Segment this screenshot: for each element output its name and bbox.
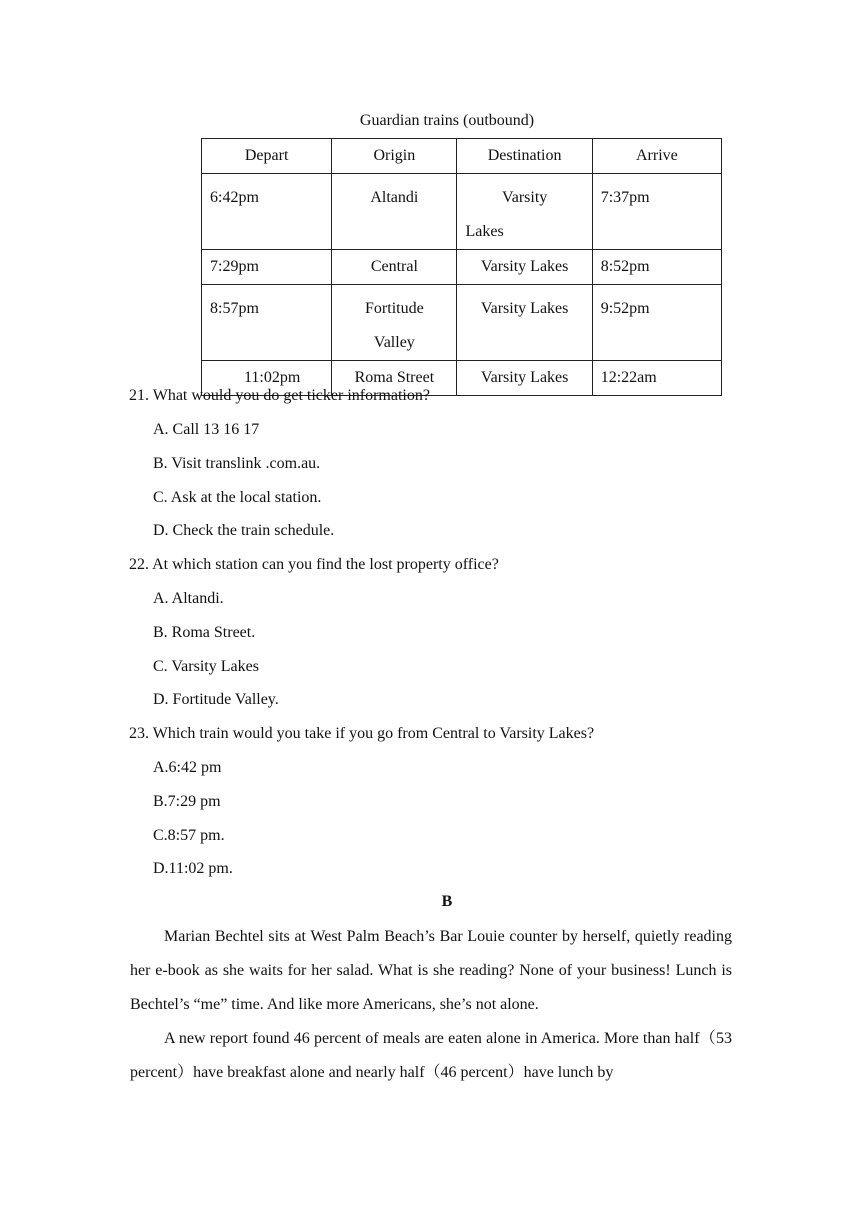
table-row	[202, 174, 722, 250]
header-arrive: Arrive	[592, 139, 721, 174]
table-header-row	[202, 139, 722, 174]
cell-origin: Altandi	[332, 174, 457, 250]
question-21-option-d: D. Check the train schedule.	[153, 522, 335, 539]
question-23-option-a: A.6:42 pm	[153, 759, 222, 776]
cell-origin: Central	[332, 250, 457, 285]
header-destination: Destination	[457, 139, 592, 174]
table-caption: Guardian trains (outbound)	[359, 112, 535, 129]
cell-destination-line2: Lakes	[465, 223, 504, 240]
cell-depart: 6:42pm	[202, 174, 332, 250]
question-21-option-a: A. Call 13 16 17	[153, 421, 260, 438]
question-23-option-d: D.11:02 pm.	[153, 860, 233, 877]
question-23-option-c: C.8:57 pm.	[153, 827, 225, 844]
question-22-option-c: C. Varsity Lakes	[153, 658, 259, 675]
question-21: 21. What would you do get ticker information?	[129, 387, 430, 404]
cell-destination-line1: Varsity	[501, 189, 548, 206]
question-21-option-b: B. Visit translink .com.au.	[153, 455, 321, 472]
table-row	[202, 250, 722, 285]
cell-destination: Varsity Lakes	[457, 285, 592, 361]
cell-arrive: 7:37pm	[592, 174, 721, 250]
cell-origin	[332, 285, 457, 361]
cell-origin-line1: Fortitude	[365, 300, 424, 317]
cell-depart: 7:29pm	[202, 250, 332, 285]
question-22: 22. At which station can you find the lost property office?	[129, 556, 499, 573]
cell-depart: 11:02pm	[202, 361, 332, 396]
cell-arrive: 9:52pm	[592, 285, 721, 361]
cell-arrive: 8:52pm	[592, 250, 721, 285]
cell-destination: Varsity Lakes	[457, 250, 592, 285]
passage-paragraph-2: A new report found 46 percent of meals are eaten alone in America. More than half（53 percent）have breakfast alone and nearly half（46 percent）have lunch by	[130, 1030, 732, 1081]
passage-paragraph-1: Marian Bechtel sits at West Palm Beach’s Bar Louie counter by herself, quietly reading her e-book as she waits for her salad. What is she reading? None of your business! Lunch is Bechtel’s “me” time. And like more Americans, she’s not alone.	[130, 928, 732, 1013]
question-23: 23. Which train would you take if you go from Central to Varsity Lakes?	[129, 725, 595, 742]
cell-origin: Roma Street	[332, 361, 457, 396]
question-21-option-c: C. Ask at the local station.	[153, 489, 322, 506]
header-depart: Depart	[202, 139, 332, 174]
question-23-option-b: B.7:29 pm	[153, 793, 221, 810]
question-22-option-a: A. Altandi.	[153, 590, 224, 607]
question-22-option-d: D. Fortitude Valley.	[153, 691, 279, 708]
table-row	[202, 285, 722, 361]
cell-destination: Varsity Lakes	[457, 361, 592, 396]
train-schedule-table	[201, 138, 722, 396]
header-origin: Origin	[332, 139, 457, 174]
cell-destination	[457, 174, 592, 250]
section-heading: B	[441, 893, 453, 910]
question-22-option-b: B. Roma Street.	[153, 624, 256, 641]
cell-arrive: 12:22am	[592, 361, 721, 396]
cell-origin-line2: Valley	[373, 334, 415, 351]
cell-depart: 8:57pm	[202, 285, 332, 361]
